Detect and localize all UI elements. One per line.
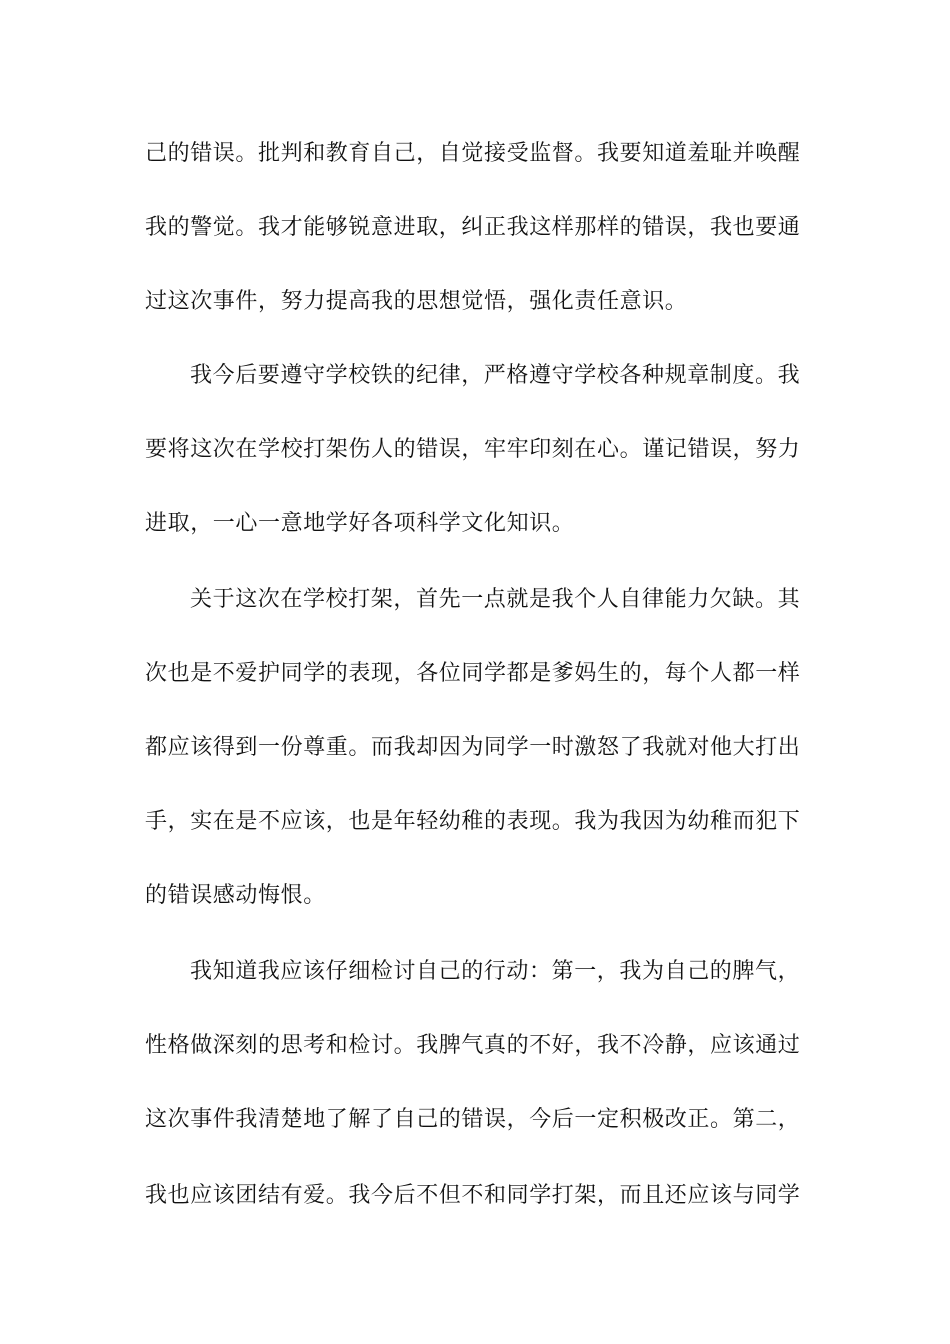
text-line: 的错误感动悔恨。 <box>145 883 326 908</box>
text-line: 手，实在是不应该，也是年轻幼稚的表现。我为我因为幼稚而犯下 <box>145 809 801 834</box>
text-line: 过这次事件，努力提高我的思想觉悟，强化责任意识。 <box>145 289 688 314</box>
text-line: 我的警觉。我才能够锐意进取，纠正我这样那样的错误，我也要通 <box>145 215 801 240</box>
text-line: 己的错误。批判和教育自己，自觉接受监督。我要知道羞耻并唤醒 <box>145 141 801 166</box>
paragraph-first-line: 我今后要遵守学校铁的纪律，严格遵守学校各种规章制度。我 <box>190 363 801 388</box>
text-line: 次也是不爱护同学的表现，各位同学都是爹妈生的，每个人都一样 <box>145 661 801 686</box>
text-line: 我也应该团结有爱。我今后不但不和同学打架，而且还应该与同学 <box>145 1183 801 1208</box>
text-line: 性格做深刻的思考和检讨。我脾气真的不好，我不冷静，应该通过 <box>145 1033 801 1058</box>
text-line: 都应该得到一份尊重。而我却因为同学一时激怒了我就对他大打出 <box>145 735 801 760</box>
paragraph-first-line: 关于这次在学校打架，首先一点就是我个人自律能力欠缺。其 <box>190 587 801 612</box>
text-line: 这次事件我清楚地了解了自己的错误，今后一定积极改正。第二， <box>145 1107 801 1132</box>
paragraph-first-line: 我知道我应该仔细检讨自己的行动：第一，我为自己的脾气， <box>190 959 801 984</box>
text-line: 进取，一心一意地学好各项科学文化知识。 <box>145 511 575 536</box>
text-line: 要将这次在学校打架伤人的错误，牢牢印刻在心。谨记错误，努力 <box>145 437 801 462</box>
